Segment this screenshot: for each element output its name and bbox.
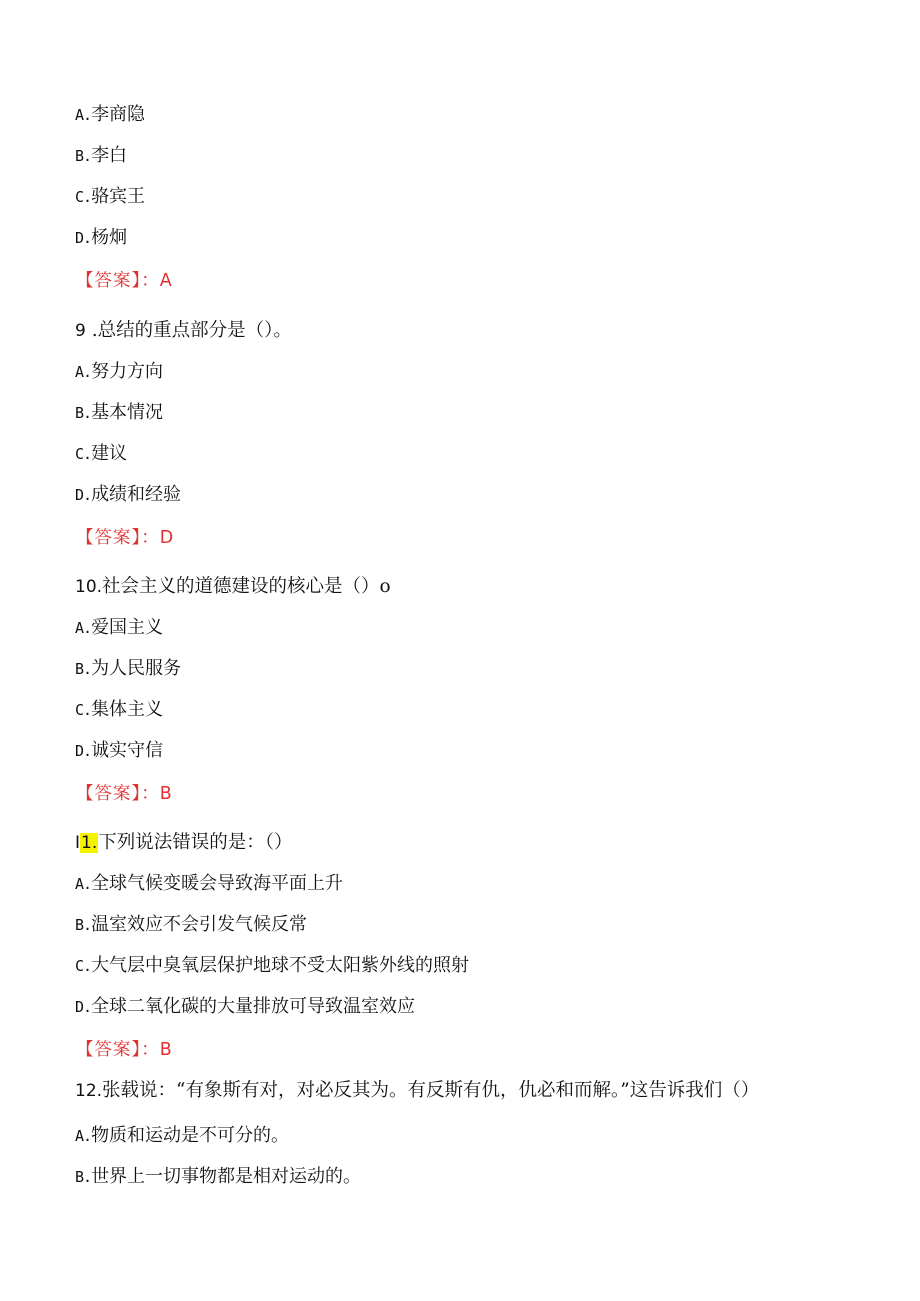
option-letter: D.	[75, 998, 92, 1016]
question-stem: 社会主义的道德建设的核心是（）o	[102, 576, 391, 597]
option-text: 全球气候变暖会导致海平面上升	[91, 873, 344, 894]
option-text: 为人民服务	[91, 658, 182, 679]
question-number-highlight: 1.	[81, 833, 98, 853]
option-letter: A.	[75, 875, 92, 893]
option-text: 骆宾王	[91, 186, 146, 207]
q12-option-b	[75, 1165, 361, 1189]
question-stem: 下列说法错误的是：（）	[98, 832, 293, 853]
q8-option-a	[75, 103, 145, 127]
option-text: 物质和运动是不可分的。	[91, 1125, 290, 1146]
q9-option-d	[75, 483, 181, 507]
question-number: 9	[75, 321, 86, 341]
q12-question	[75, 1079, 759, 1103]
q9-option-b	[75, 401, 163, 425]
option-letter: A.	[75, 1127, 92, 1145]
option-letter: B.	[75, 916, 92, 934]
q9-answer: 【答案】：D	[76, 528, 175, 548]
q9-option-a	[75, 360, 163, 384]
option-text: 世界上一切事物都是相对运动的。	[91, 1166, 362, 1187]
question-number: 10.	[75, 577, 103, 597]
option-text: 温室效应不会引发气候反常	[91, 914, 308, 935]
option-text: 成绩和经验	[91, 484, 182, 505]
option-letter: B.	[75, 147, 92, 165]
q12-option-a	[75, 1124, 289, 1148]
option-letter: B.	[75, 1168, 92, 1186]
option-text: 李白	[91, 145, 128, 166]
q9-question	[75, 319, 292, 343]
q11-option-c	[75, 954, 469, 978]
option-letter: A.	[75, 619, 92, 637]
option-text: 集体主义	[91, 699, 164, 720]
option-text: 大气层中臭氧层保护地球不受太阳紫外线的照射	[91, 955, 470, 976]
q8-option-b	[75, 144, 127, 168]
option-text: 李商隐	[91, 104, 146, 125]
option-letter: A.	[75, 363, 92, 381]
option-letter: B.	[75, 660, 92, 678]
q10-answer: 【答案】：B	[76, 784, 173, 804]
q8-answer: 【答案】：A	[76, 271, 173, 291]
q11-option-b	[75, 913, 307, 937]
option-text: 诚实守信	[91, 740, 164, 761]
option-text: 杨炯	[91, 227, 128, 248]
option-letter: D.	[75, 742, 92, 760]
q10-option-b	[75, 657, 181, 681]
option-text: 全球二氧化碳的大量排放可导致温室效应	[91, 996, 416, 1017]
question-stem: .总结的重点部分是（）。	[85, 320, 292, 341]
option-text: 建议	[91, 443, 128, 464]
option-letter: C.	[75, 957, 92, 975]
question-number: 12.	[75, 1081, 103, 1101]
q11-question	[75, 831, 293, 855]
option-letter: D.	[75, 229, 92, 247]
q11-option-a	[75, 872, 343, 896]
q8-option-c	[75, 185, 145, 209]
option-letter: C.	[75, 701, 92, 719]
option-letter: A.	[75, 106, 92, 124]
q11-answer: 【答案】：B	[76, 1040, 173, 1060]
option-text: 基本情况	[91, 402, 164, 423]
q10-option-d	[75, 739, 163, 763]
q9-option-c	[75, 442, 127, 466]
question-stem: 张载说：“有象斯有对，对必反其为。有反斯有仇，仇必和而解。”这告诉我们（）	[102, 1080, 760, 1101]
option-letter: C.	[75, 188, 92, 206]
q8-option-d	[75, 226, 127, 250]
q10-option-c	[75, 698, 163, 722]
option-letter: C.	[75, 445, 92, 463]
q11-option-d	[75, 995, 415, 1019]
option-letter: B.	[75, 404, 92, 422]
q10-option-a	[75, 616, 163, 640]
q10-question	[75, 575, 391, 599]
option-letter: D.	[75, 486, 92, 504]
option-text: 努力方向	[91, 361, 164, 382]
question-number-prefix: I	[75, 833, 81, 853]
option-text: 爱国主义	[91, 617, 164, 638]
